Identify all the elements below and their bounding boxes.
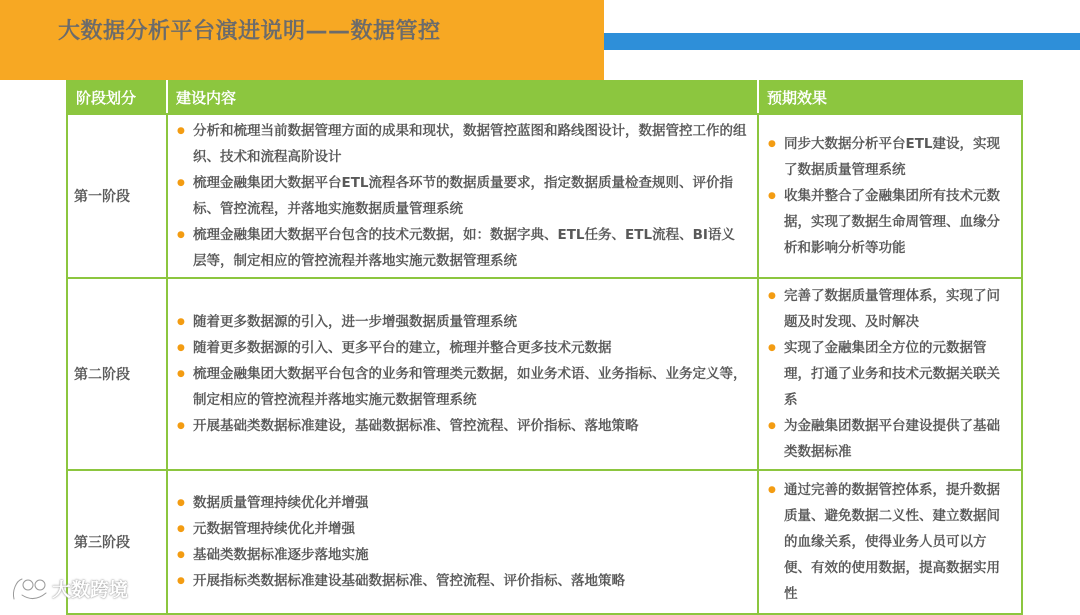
list-item: ● 随着更多数据源的引入，进一步增强数据质量管理系统 <box>175 309 748 335</box>
effect-cell <box>758 278 1022 470</box>
content-cell <box>167 278 758 470</box>
list-item: ● 通过完善的数据管控体系，提升数据质量、避免数据二义性、建立数据间的血缘关系，使得业务人员可以方便、有效的使用数据，提高数据实用性 <box>766 477 1012 607</box>
list-item: ● 分析和梳理当前数据管理方面的成果和现状，数据管控蓝图和路线图设计，数据管控工作的组织、技术和流程高阶设计 <box>175 118 748 170</box>
accent-bar <box>604 33 1080 50</box>
column-header-content: 建设内容 <box>167 81 758 114</box>
table-row <box>67 470 1022 614</box>
table-row <box>67 278 1022 470</box>
table-row <box>67 114 1022 278</box>
stage-label: 第二阶段 <box>67 278 167 470</box>
brand-logo <box>10 573 128 603</box>
list-item: ● 数据质量管理持续优化并增强 <box>175 490 748 516</box>
list-item: ● 基础类数据标准逐步落地实施 <box>175 542 748 568</box>
table-header-row <box>67 81 1022 114</box>
column-header-stage: 阶段划分 <box>67 81 167 114</box>
effect-cell <box>758 114 1022 278</box>
list-item: ● 完善了数据质量管理体系，实现了问题及时发现、及时解决 <box>766 283 1012 335</box>
list-item: ● 元数据管理持续优化并增强 <box>175 516 748 542</box>
content-cell <box>167 114 758 278</box>
content-cell <box>167 470 758 614</box>
logo-text: 大数跨境 <box>52 578 129 601</box>
list-item: ● 同步大数据分析平台ETL建设，实现了数据质量管理系统 <box>766 131 1012 183</box>
list-item: ● 开展基础类数据标准建设，基础数据标准、管控流程、评价指标、落地策略 <box>175 413 748 439</box>
list-item: ● 开展指标类数据标准建设基础数据标准、管控流程、评价指标、落地策略 <box>175 568 748 594</box>
page-title: 大数据分析平台演进说明——数据管控 <box>58 19 441 44</box>
list-item: ● 随着更多数据源的引入、更多平台的建立，梳理并整合更多技术元数据 <box>175 335 748 361</box>
list-item: ● 为金融集团数据平台建设提供了基础类数据标准 <box>766 413 1012 465</box>
stage-label: 第三阶段 <box>67 470 167 614</box>
effect-cell <box>758 470 1022 614</box>
column-header-effect: 预期效果 <box>758 81 1022 114</box>
list-item: ● 梳理金融集团大数据平台包含的业务和管理类元数据，如业务术语、业务指标、业务定义等，制定相应的管控流程并落地实施元数据管理系统 <box>175 361 748 413</box>
list-item: ● 梳理金融集团大数据平台包含的技术元数据，如：数据字典、ETL任务、ETL流程、BI语义层等，制定相应的管控流程并落地实施元数据管理系统 <box>175 222 748 274</box>
stage-table <box>66 80 1023 615</box>
list-item: ● 收集并整合了金融集团所有技术元数据，实现了数据生命周管理、血缘分析和影响分析等功能 <box>766 183 1012 261</box>
list-item: ● 实现了金融集团全方位的元数据管理，打通了业务和技术元数据关联关系 <box>766 335 1012 413</box>
logo-mark-icon <box>10 573 50 603</box>
stage-label: 第一阶段 <box>67 114 167 278</box>
list-item: ● 梳理金融集团大数据平台ETL流程各环节的数据质量要求，指定数据质量检查规则、评价指标、管控流程，并落地实施数据质量管理系统 <box>175 170 748 222</box>
